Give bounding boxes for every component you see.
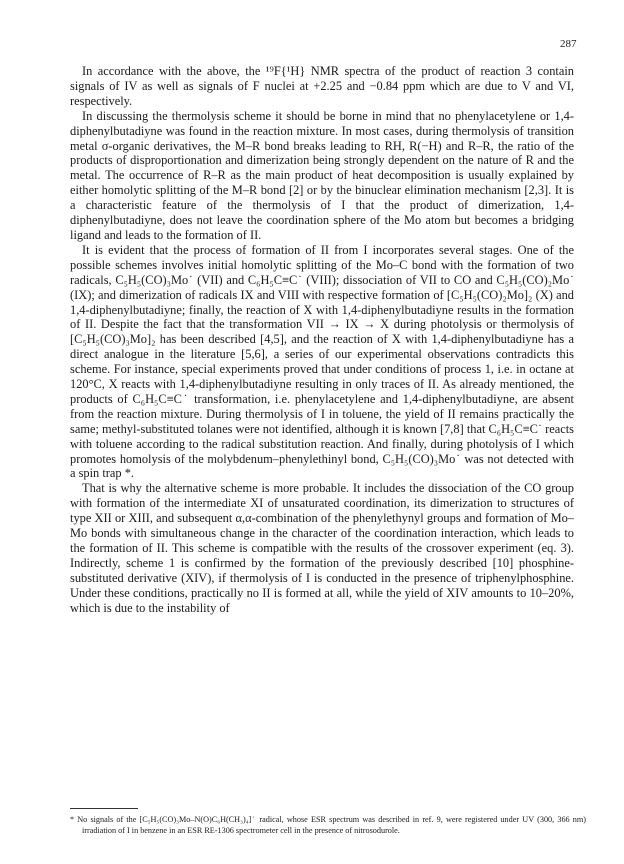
paragraph-alternative-scheme: That is why the alternative scheme is more probable. It includes the dissociation of the CO group with formation of the intermediate XI of unsaturated coordination, its dimerization to structures of type XII or XIII, and subsequent α,α-combination of the phenylethynyl groups and formation of Mo–Mo bonds with simultaneous change in the character of the coordination interaction, which leads to the formation of II. This scheme is compatible with the results of the crossover experiment (eq. 3). Indirectly, scheme 1 is confirmed by the formation of the previously described [10] phosphine-substituted derivative (XIV), if thermolysis of I is conducted in the presence of triphenylphosphine. Under these conditions, practically no II is formed at all, while the yield of XIV amounts to 10–20%, which is due to the instability of bbox=[70, 481, 574, 615]
footnote: * No signals of the [C₅H₅(CO)₃Mo–N(O)C₆H(CH₃)₄]˙ radical, whose ESR spectrum was described in ref. 9, were registered under UV (300, 366 nm) irradiation of I in benzene in an ESR RE-1306 spectrometer cell in the presence of nitrosodurole. bbox=[70, 815, 586, 835]
body-text bbox=[70, 64, 574, 616]
footnote-divider bbox=[70, 808, 138, 809]
paragraph-nmr-signals: In accordance with the above, the ¹⁹F{¹H} NMR spectra of the product of reaction 3 contain signals of IV as well as signals of F nuclei at +2.25 and −0.84 ppm which are due to V and VI, respectively. bbox=[70, 64, 574, 108]
page-number: 287 bbox=[560, 38, 577, 50]
paragraph-radical-scheme: It is evident that the process of formation of II from I incorporates several stages. One of the possible schemes involves initial homolytic splitting of the Mo–C bond with the formation of two radicals, C₅H₅(CO)₃Mo˙ (VII) and C₆H₅C≡C˙ (VIII); dissociation of VII to CO and C₅H₅(CO)₂Mo˙ (IX); and dimerization of radicals IX and VIII with respective formation of [C₅H₅(CO)₂Mo]₂ (X) and 1,4-diphenylbutadiyne; finally, the reaction of X with 1,4-diphenylbutadiyne results in the formation of II. Despite the fact that the transformation VII → IX → X during photolysis or thermolysis of [C₅H₅(CO)₃Mo]₂ has been described [4,5], and the reaction of X with 1,4-diphenylbutadiyne has a direct analogue in the literature [5,6], a series of our experimental observations contradicts this scheme. For instance, special experiments proved that under conditions of process 1, i.e. in octane at 120°C, X reacts with 1,4-diphenylbutadiyne resulting in only traces of II. As already mentioned, the products of C₆H₅C≡C˙ transformation, i.e. phenylacetylene and 1,4-diphenylbutadiyne, are absent from the reaction mixture. During thermolysis of I in toluene, the yield of II remains practically the same; methyl-substituted tolanes were not identified, although it is known [7,8] that C₆H₅C≡C˙ reacts with toluene according to the radical substitution reaction. And finally, during photolysis of I which promotes homolysis of the molybdenum–phenylethinyl bond, C₅H₅(CO)₃Mo˙ was not detected with a spin trap *. bbox=[70, 242, 574, 481]
paragraph-thermolysis-scheme: In discussing the thermolysis scheme it should be borne in mind that no phenylacetylene or 1,4-diphenylbutadiyne was found in the reaction mixture. In most cases, during thermolysis of transition metal σ-organic derivatives, the M–R bond breaks leading to RH, R(−H) and R–R, the ratio of the products of disproportionation and dimerization being strongly dependent on the nature of R and the metal. The occurrence of R–R as the main product of heat decomposition is usually explained by either homolytic splitting of the M–R bond [2] or by the binuclear elimination mechanism [2,3]. It is a characteristic feature of the thermolysis of I that the product of dimerization, 1,4-diphenylbutadiyne, does not leave the coordination sphere of the Mo atom but becomes a bridging ligand and leads to the formation of II. bbox=[70, 108, 574, 242]
